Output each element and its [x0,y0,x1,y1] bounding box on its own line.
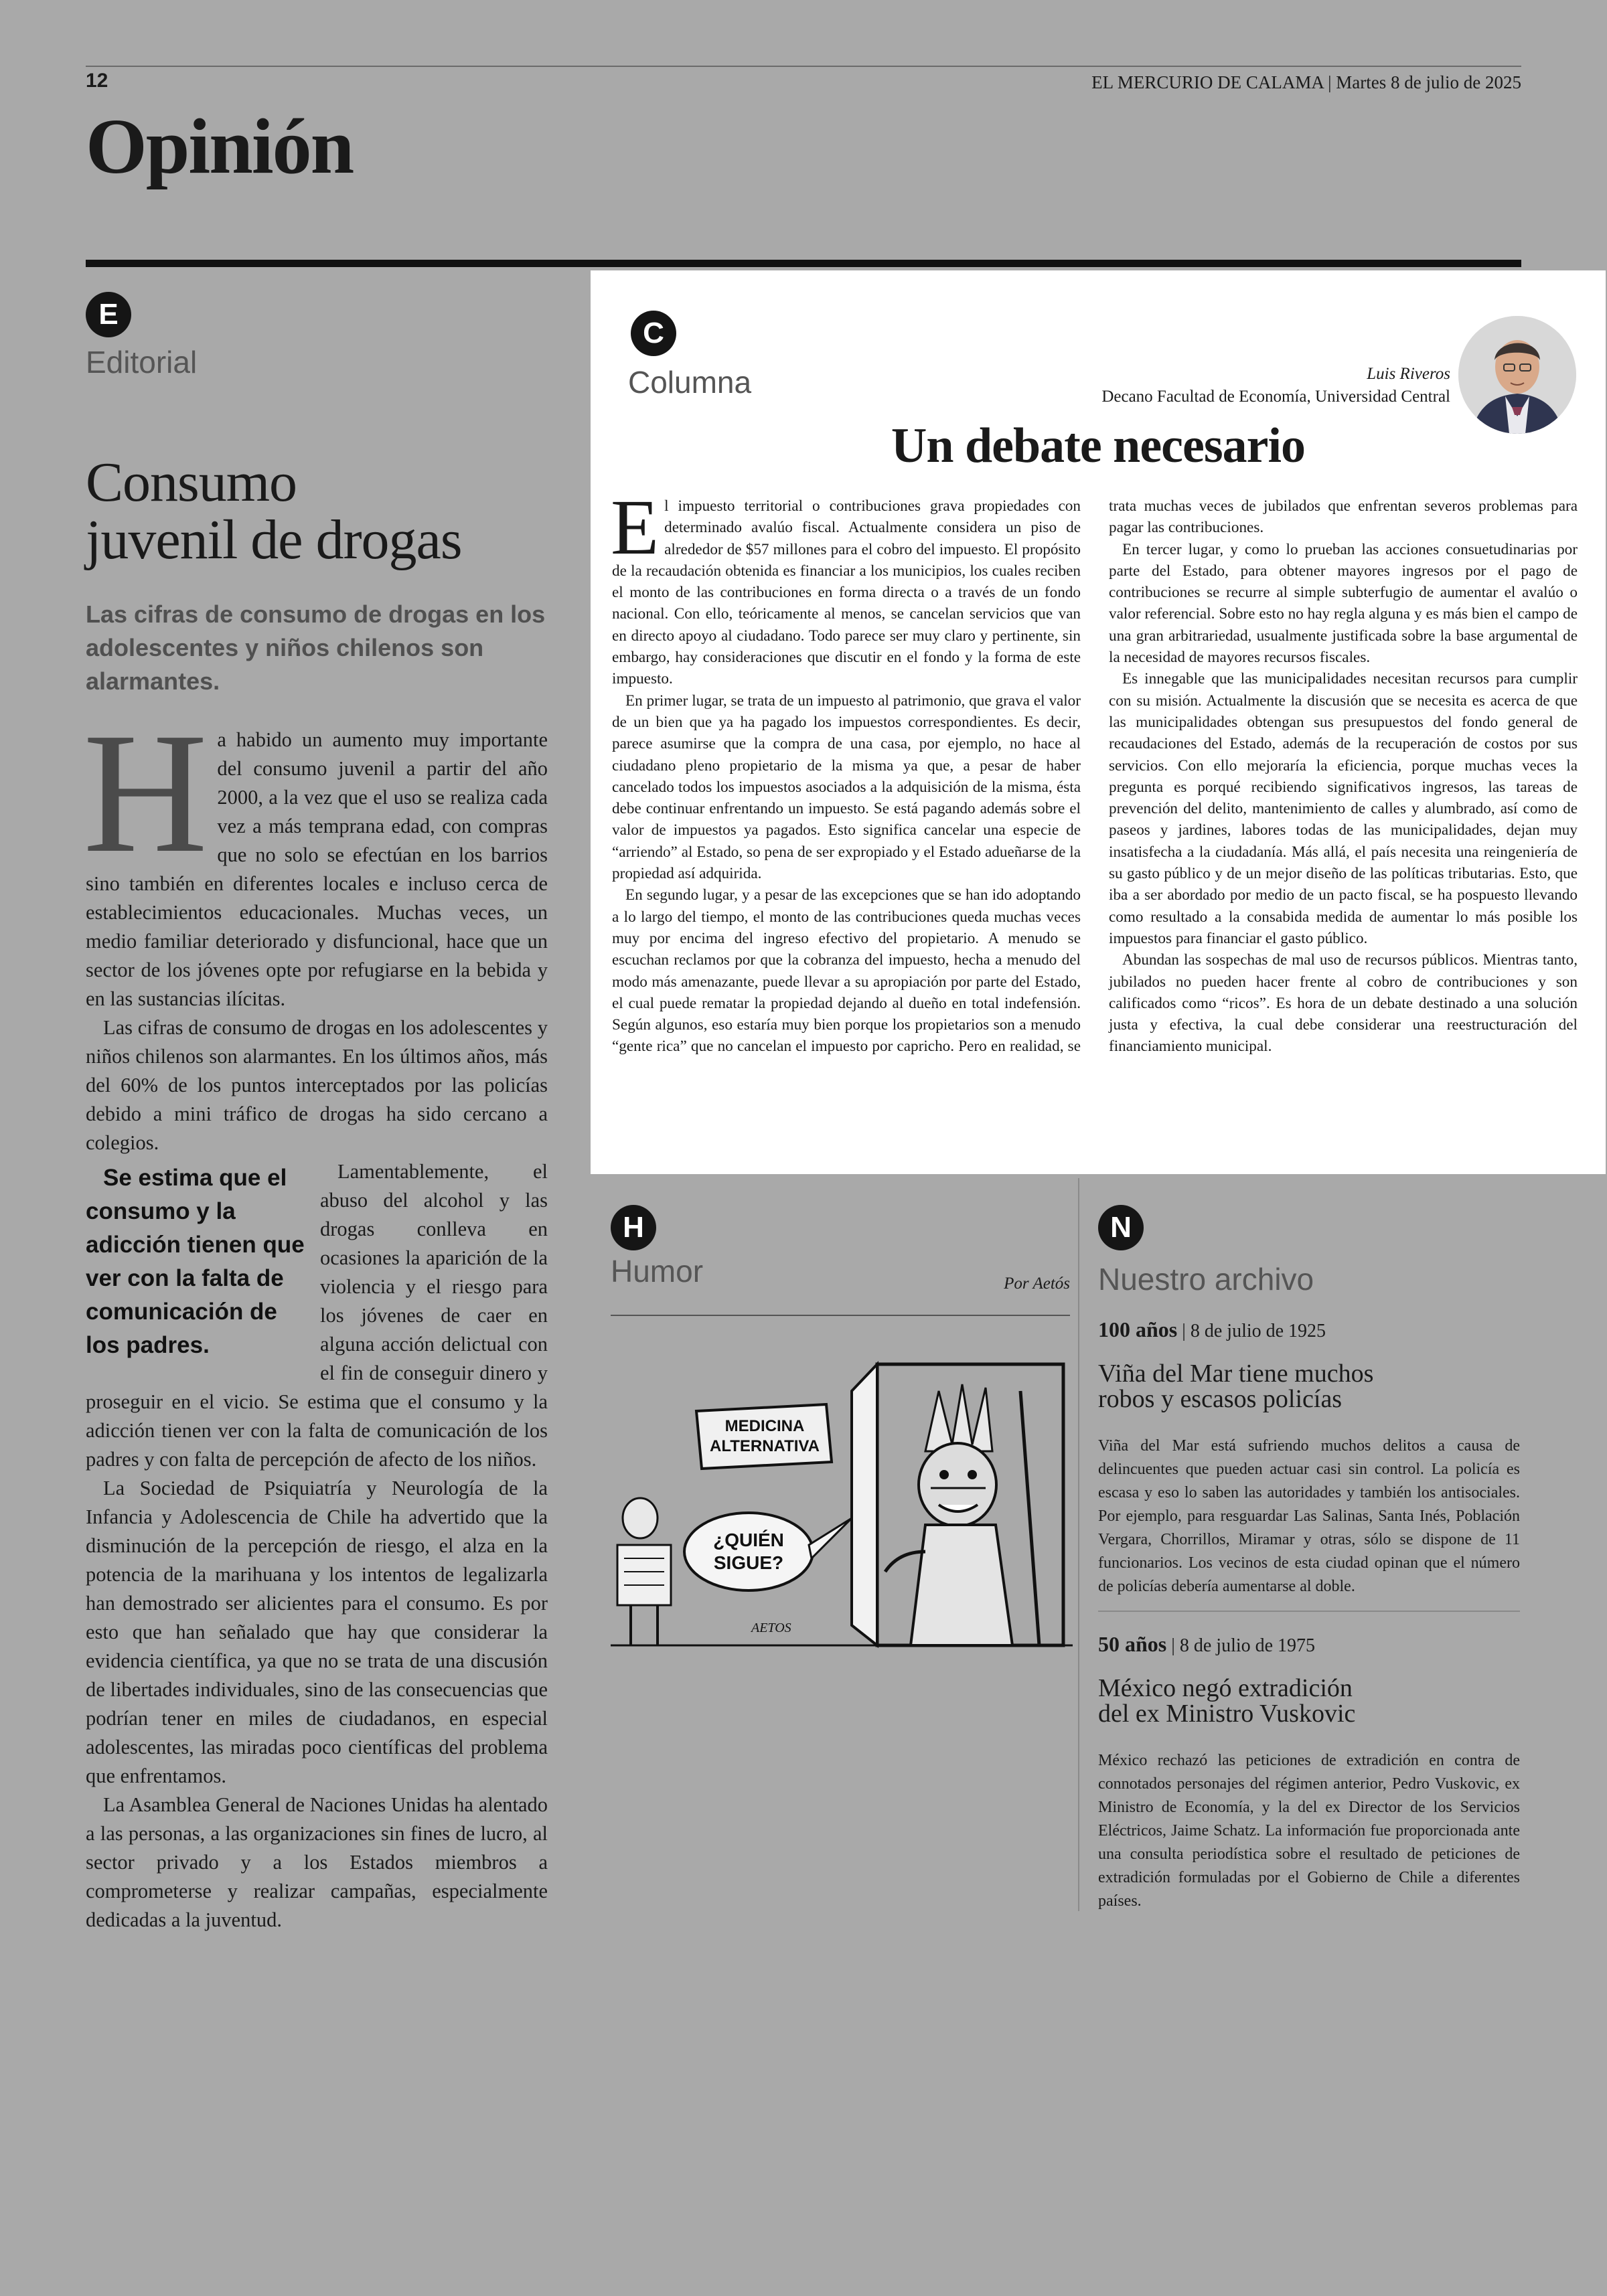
bubble-text-line2: SIGUE? [713,1552,784,1573]
editorial-title [86,451,548,571]
column-dropcap: E [611,483,660,571]
author-avatar [1458,316,1576,434]
archivo-date-line [1098,1632,1520,1657]
editorial-paragraph-text: a habido un aumento muy importante del consumo juvenil a partir del año 2000, a la vez que el uso se realiza cada vez a más temprana edad, con compras que no solo se efectúan en los barrios sino también en diferentes locales e incluso cerca de establecimientos educacionales. Muchas veces, un medio familiar deteriorado y disfuncional, hace que un sector de los jóvenes opte por refugiarse en la bebida y en las sustancias ilícitas. [86,728,548,1011]
editorial-pullquote: Se estima que el consumo y la adicción tienen que ver con la falta de comunicación de los padres. [86,1165,305,1359]
archivo-date-line [1098,1317,1520,1342]
sign-text-line1: MEDICINA [724,1417,805,1435]
author-role: Decano Facultad de Economía, Universidad Central [1101,388,1450,406]
author-portrait-icon [1458,316,1576,434]
humor-rule [611,1315,1070,1316]
archivo-section [1078,1178,1520,1911]
archivo-headline-line2: robos y escasos policías [1098,1385,1343,1413]
bubble-text-line1: ¿QUIÉN [713,1530,784,1550]
column-kicker: Columna [628,365,752,400]
archivo-item [1098,1317,1520,1598]
column-title: Un debate necesario [891,418,1306,473]
editorial-body [83,697,548,1935]
archivo-headline-line1: Viña del Mar tiene muchos [1098,1360,1374,1388]
archivo-headline [1098,1675,1520,1726]
editorial-dropcap: H [83,697,208,889]
column-paragraph-text: l impuesto territorial o contribuciones grava propiedades con determinado avalúo fiscal. Actualmente considera un piso de alrededor de $57 millones para el cobro del impuesto. El propósito de la recaudación obtenida es financiar a los municipios, los cuales reciben el monto de las contribuciones en forma directa o a través de un fondo nacional. Con ello, teóricamente al menos, se cancelan servicios que van en directo apoyo al ciudadano. Todo parece ser muy claro y pertinente, sin embargo, hay consideraciones que discutir en el fondo y la forma de este impuesto. [612,497,1081,688]
medicina-sign [696,1404,832,1469]
archivo-headline-line2: del ex Ministro Vuskovic [1098,1700,1356,1728]
archivo-years: 50 años [1098,1632,1167,1656]
archivo-date: | 8 de julio de 1925 [1182,1321,1326,1341]
archivo-date: | 8 de julio de 1975 [1171,1635,1316,1656]
editorial-paragraph-text: Lamentablemente, el abuso del alcohol y las drogas conlleva en ocasiones la aparición de la violencia y el riesgo para los jóvenes de caer en alguna acción delictual con el fin de conseguir dinero y proseguir en el vicio. Se estima que el consumo y la adicción tienen ver con la falta de comunicación de los padres y con falta de percepción de afecto de los niños. [86,1160,548,1471]
publication-date: | Martes 8 de julio de 2025 [1328,72,1521,92]
editorial-paragraph [83,697,548,1013]
cartoon-signature: AETOS [751,1621,791,1635]
archivo-badge: N [1098,1205,1144,1250]
page-number: 12 [86,70,108,92]
archivo-years: 100 años [1098,1317,1178,1341]
archivo-headline [1098,1361,1520,1412]
column-paragraph [611,483,1081,690]
author-info [1101,363,1450,408]
column-paragraph: En tercer lugar, y como lo prueban las acciones consuetudinarias por parte del Estado, para obtener mayores ingresos por el pago de contribuciones se recurre al simple subterfugio de aumentar el avalúo o valor referencial. Sobre esto no hay regla alguna y es más bien el campo de una gran arbitrariedad, usualmente justificada sobre la base argumental de la necesidad de mayores recursos fiscales. [1109,540,1578,667]
top-rule [86,66,1521,67]
humor-section [611,1205,1070,1635]
column-paragraph: Es innegable que las municipalidades necesitan recursos para cumplir con su misión. Actualmente la discusión que se necesita es acerca de que las municipalidades obtengan sus presupuestos del fondo general de recaudaciones del Estado, además de la recuperación de costos por sus servicios. Con ello mejoraría la eficiencia, porque muchas veces la pregunta es porqué recibiendo significativos ingresos, las tareas de prevención del delito, mantenimiento de calles y alumbrado, así como de paseos y jardines, labores todas de las municipalidades, dejan muy insatisfecha a la ciudadanía. Más allá, el país necesita una reingeniería de su gasto público y de un mejor diseño de las políticas tributarias. Esto, que iba a ser abordado por medio de un pacto fiscal, se ha pospuesto llevando como resultado a la consabida medida de aumentar lo más posible los impuestos para financiar el gasto público. [1109,670,1578,947]
column-header [612,291,1584,424]
editorial-paragraph: La Sociedad de Psiquiatría y Neurología de la Infancia y Adolescencia de Chile ha advertido que la disminución de la percepción de riesgo, el alza en la potencia de la marihuana y los intentos de legalizarla han demostrado ser alicientes para el consumo. Es por esto que han señalado que hay que considerar la evidencia científica, ya que no se trata de una discusión de libertades individuales, sino de las consecuencias que podrían tener en miles de ciudadanos, en especial adolescentes, las miradas poco científicas del problema que enfrentamos. [86,1477,548,1788]
editorial-paragraph: Las cifras de consumo de drogas en los adolescentes y niños chilenos son alarmantes. En los últimos años, más del 60% de los puntos interceptados por las policías debido a mini tráfico de drogas ha sido cercano a colegios. [86,1016,548,1155]
humor-badge: H [611,1205,656,1250]
editorial-badge: E [86,292,131,337]
section-title: Opinión [86,102,354,190]
archivo-separator [1098,1611,1520,1612]
sign-text-line2: ALTERNATIVA [710,1437,820,1455]
archivo-headline-line1: México negó extradición [1098,1674,1353,1702]
column-badge: C [631,311,676,356]
column-body [611,483,1578,1058]
editorial-title-line2: juvenil de drogas [86,508,462,571]
editorial-title-line1: Consumo [86,451,297,513]
open-door [852,1364,877,1645]
column-paragraph: Abundan las sospechas de mal uso de recursos públicos. Mientras tanto, jubilados no pueden hacer frente al cobro de contribuciones y son calificados como “ricos”. Es hora de un debate destinado a una solución justa y efectiva, la cual debe considerar una reestructuración del financiamiento municipal. [1109,951,1578,1056]
editorial-deck: Las cifras de consumo de drogas en los adolescentes y niños chilenos son alarmantes. [86,600,546,695]
column-paragraph: En primer lugar, se trata de un impuesto al patrimonio, que grava el valor de un bien que ya ha pagado los impuestos correspondientes. Es decir, parece asumirse que la compra de una casa, por ejemplo, no hace al ciudadano pleno propietario de la misma ya que, a pesar de haber cancelado todos los impuestos asociados a la adquisición de la misma, ésta debe continuar enfrentando un impuesto. Se está pagando además sobre el valor de impuestos ya pagados. Esto significa cancelar una especie de “arriendo” al Estado, so pena de ser expropiado y el Estado adueñarse de la propiedad así adquirida. [612,691,1081,883]
humor-kicker: Humor [611,1254,704,1289]
archivo-body: Viña del Mar está sufriendo muchos delitos a causa de delincuentes que pueden actuar casi sin control. La policía es escasa y eso lo saben las autoridades y también los antisociales. Por ejemplo, para resguardar Las Salinas, Santa Inés, Población Vergara, Chorrillos, Miramar y otras, sólo se dispone de 11 funcionarios. Los vecinos de esta ciudad opinan que el número de policías debería aumentarse al doble. [1098,1437,1520,1595]
author-name: Luis Riveros [1367,365,1450,383]
column-article [591,270,1606,1174]
editorial-paragraph: La Asamblea General de Naciones Unidas ha alentado a las personas, a las organizaciones sin fines de lucro, al sector privado y a los Estados miembros a comprometerse y realizar campañas, especialmente dedicadas a la juventud. [86,1793,548,1932]
publication-name: EL MERCURIO DE CALAMA [1091,72,1324,92]
editorial-article [83,292,548,1935]
archivo-body: México rechazó las peticiones de extradición en contra de connotados personajes del régimen anterior, Pedro Vuskovic, ex Ministro de Economía, y la del ex Director de los Servicios Eléctricos, Jaime Schatz. La información fue proporcionada ante una consulta periodística sobre el resultado de peticiones de extradición formuladas por el Gobierno de Chile a diferentes países. [1098,1752,1520,1910]
column-paragraph: En segundo lugar, y a pesar de las excepciones que se han ido adoptando a lo largo del tiempo, el monto de las contribuciones queda muchas veces muy por encima del ingreso efectivo del propietario. A menudo se escuchan reclamos por que la cobranza del impuesto, hecha a menudo del modo más amenazante, puede llevar a su apropiación por parte del Estado, el cual puede rematar la propiedad dejando al dueño en total indefensión. Según algunos, eso estaría muy bien porque los propietarios son a menudo “gente rica” que no cancelan el impuesto por capricho. Pero en realidad, se trata muchas veces de jubilados que enfrentan severos problemas para pagar las contribuciones. [612,497,1578,1056]
editorial-kicker: Editorial [86,345,198,380]
editorial-paragraph [86,1157,548,1474]
masthead [1091,72,1521,93]
humor-cartoon [611,1351,1073,1659]
archivo-kicker: Nuestro archivo [1098,1262,1314,1297]
humor-byline: Por Aetós [1004,1275,1070,1293]
section-rule [86,260,1521,267]
archivo-item [1098,1632,1520,1913]
